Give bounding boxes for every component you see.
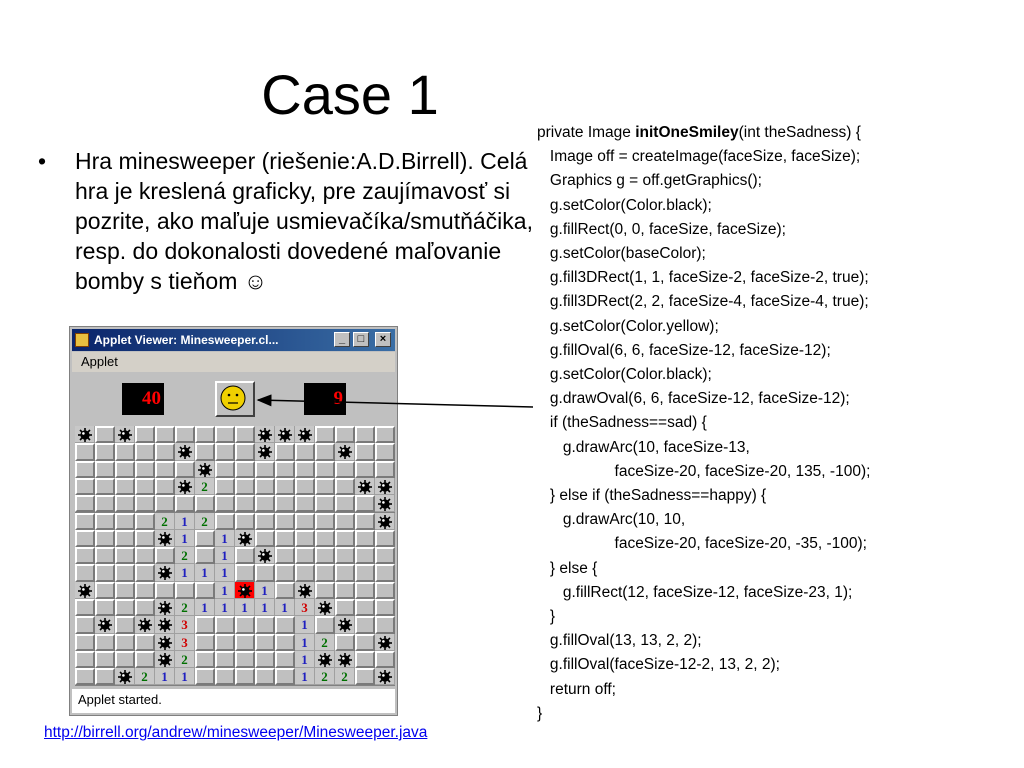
cell-number: 1 bbox=[221, 530, 228, 546]
cell-number: 3 bbox=[181, 617, 188, 633]
cell-number: 2 bbox=[141, 669, 148, 685]
close-button[interactable]: × bbox=[375, 332, 391, 347]
cell-number: 1 bbox=[301, 634, 308, 650]
cell-number: 1 bbox=[201, 565, 208, 581]
cell-number: 2 bbox=[201, 513, 208, 529]
cell-number: 1 bbox=[181, 669, 188, 685]
menu-applet[interactable]: Applet bbox=[81, 354, 118, 369]
cell-number: 1 bbox=[181, 513, 188, 529]
cell-number: 3 bbox=[181, 634, 188, 650]
cell-number: 1 bbox=[201, 600, 208, 615]
cell-number: 1 bbox=[241, 600, 248, 615]
code-line-prefix: private Image bbox=[537, 124, 636, 141]
cell-number: 2 bbox=[321, 634, 328, 650]
cell-number: 2 bbox=[181, 651, 188, 667]
cell-number: 1 bbox=[221, 548, 228, 564]
cell-number: 2 bbox=[341, 669, 348, 685]
mines-counter: 40 bbox=[122, 383, 164, 415]
cell-number: 1 bbox=[221, 600, 228, 615]
cell-number: 1 bbox=[221, 565, 228, 581]
cell-number: 1 bbox=[281, 600, 288, 615]
cell-number: 3 bbox=[301, 600, 308, 615]
cell-number: 1 bbox=[301, 651, 308, 667]
bullet-text: Hra minesweeper (riešenie:A.D.Birrell). Celá hra je kreslená graficky, pre zaujímavosť si pozrite, ako maľuje usmievačíka/smutňáčika, resp. do dokonalosti dovedené maľovanie bomby s tieňom ☺ bbox=[75, 148, 533, 294]
code-line-suffix: (int theSadness) { bbox=[738, 124, 861, 141]
code-method-name: initOneSmiley bbox=[635, 124, 739, 141]
cell-number: 2 bbox=[201, 478, 208, 494]
slide-title: Case 1 bbox=[261, 63, 439, 126]
window-title: Applet Viewer: Minesweeper.cl... bbox=[94, 333, 279, 347]
cell-number: 1 bbox=[261, 582, 268, 598]
bullet-symbol: • bbox=[38, 148, 47, 174]
source-link[interactable]: http://birrell.org/andrew/minesweeper/Minesweeper.java bbox=[44, 724, 428, 741]
status-text: Applet started. bbox=[78, 692, 162, 707]
cell-number: 1 bbox=[261, 600, 268, 615]
maximize-button[interactable]: □ bbox=[353, 332, 369, 347]
cell-number: 1 bbox=[301, 669, 308, 685]
cell-number: 1 bbox=[161, 669, 168, 685]
cell-number: 1 bbox=[301, 617, 308, 633]
cell-number: 1 bbox=[181, 565, 188, 581]
cell-number: 2 bbox=[321, 669, 328, 685]
cell-number: 2 bbox=[161, 513, 168, 529]
cell-number: 1 bbox=[181, 530, 188, 546]
cell-number: 1 bbox=[221, 582, 228, 598]
minimize-button[interactable]: _ bbox=[334, 332, 350, 347]
time-counter: 9 bbox=[304, 383, 346, 415]
cell-number: 2 bbox=[181, 600, 188, 615]
code-body: Image off = createImage(faceSize, faceSize); Graphics g = off.getGraphics(); g.setColor(Color.black); g.fillRect(0, 0, faceSize, faceSize); g.setColor(baseColor); g.fill3DRect(1, 1, faceSize-2, faceSize-2, true); g.fill3DRect(2, 2, faceSize-4, faceSize-4, true); g.setColor(Color.yellow); g.fillOval(6, 6, faceSize-12, faceSize-12); g.setColor(Color.black); g.drawOval(6, 6, faceSize-12, faceSize-12); if (theSadness==sad) { g.drawArc(10, faceSize-13, faceSize-20, faceSize-20, 135, -100); } else if (theSadness==happy) { g.drawArc(10, 10, faceSize-20, faceSize-20, -35, -100); } else { g.fillRect(12, faceSize-12, faceSize-23, 1); } g.fillOval(13, 13, 2, 2); g.fillOval(faceSize-12-2, 13, 2, 2); return off; } bbox=[537, 148, 871, 722]
cell-number: 2 bbox=[181, 548, 188, 564]
